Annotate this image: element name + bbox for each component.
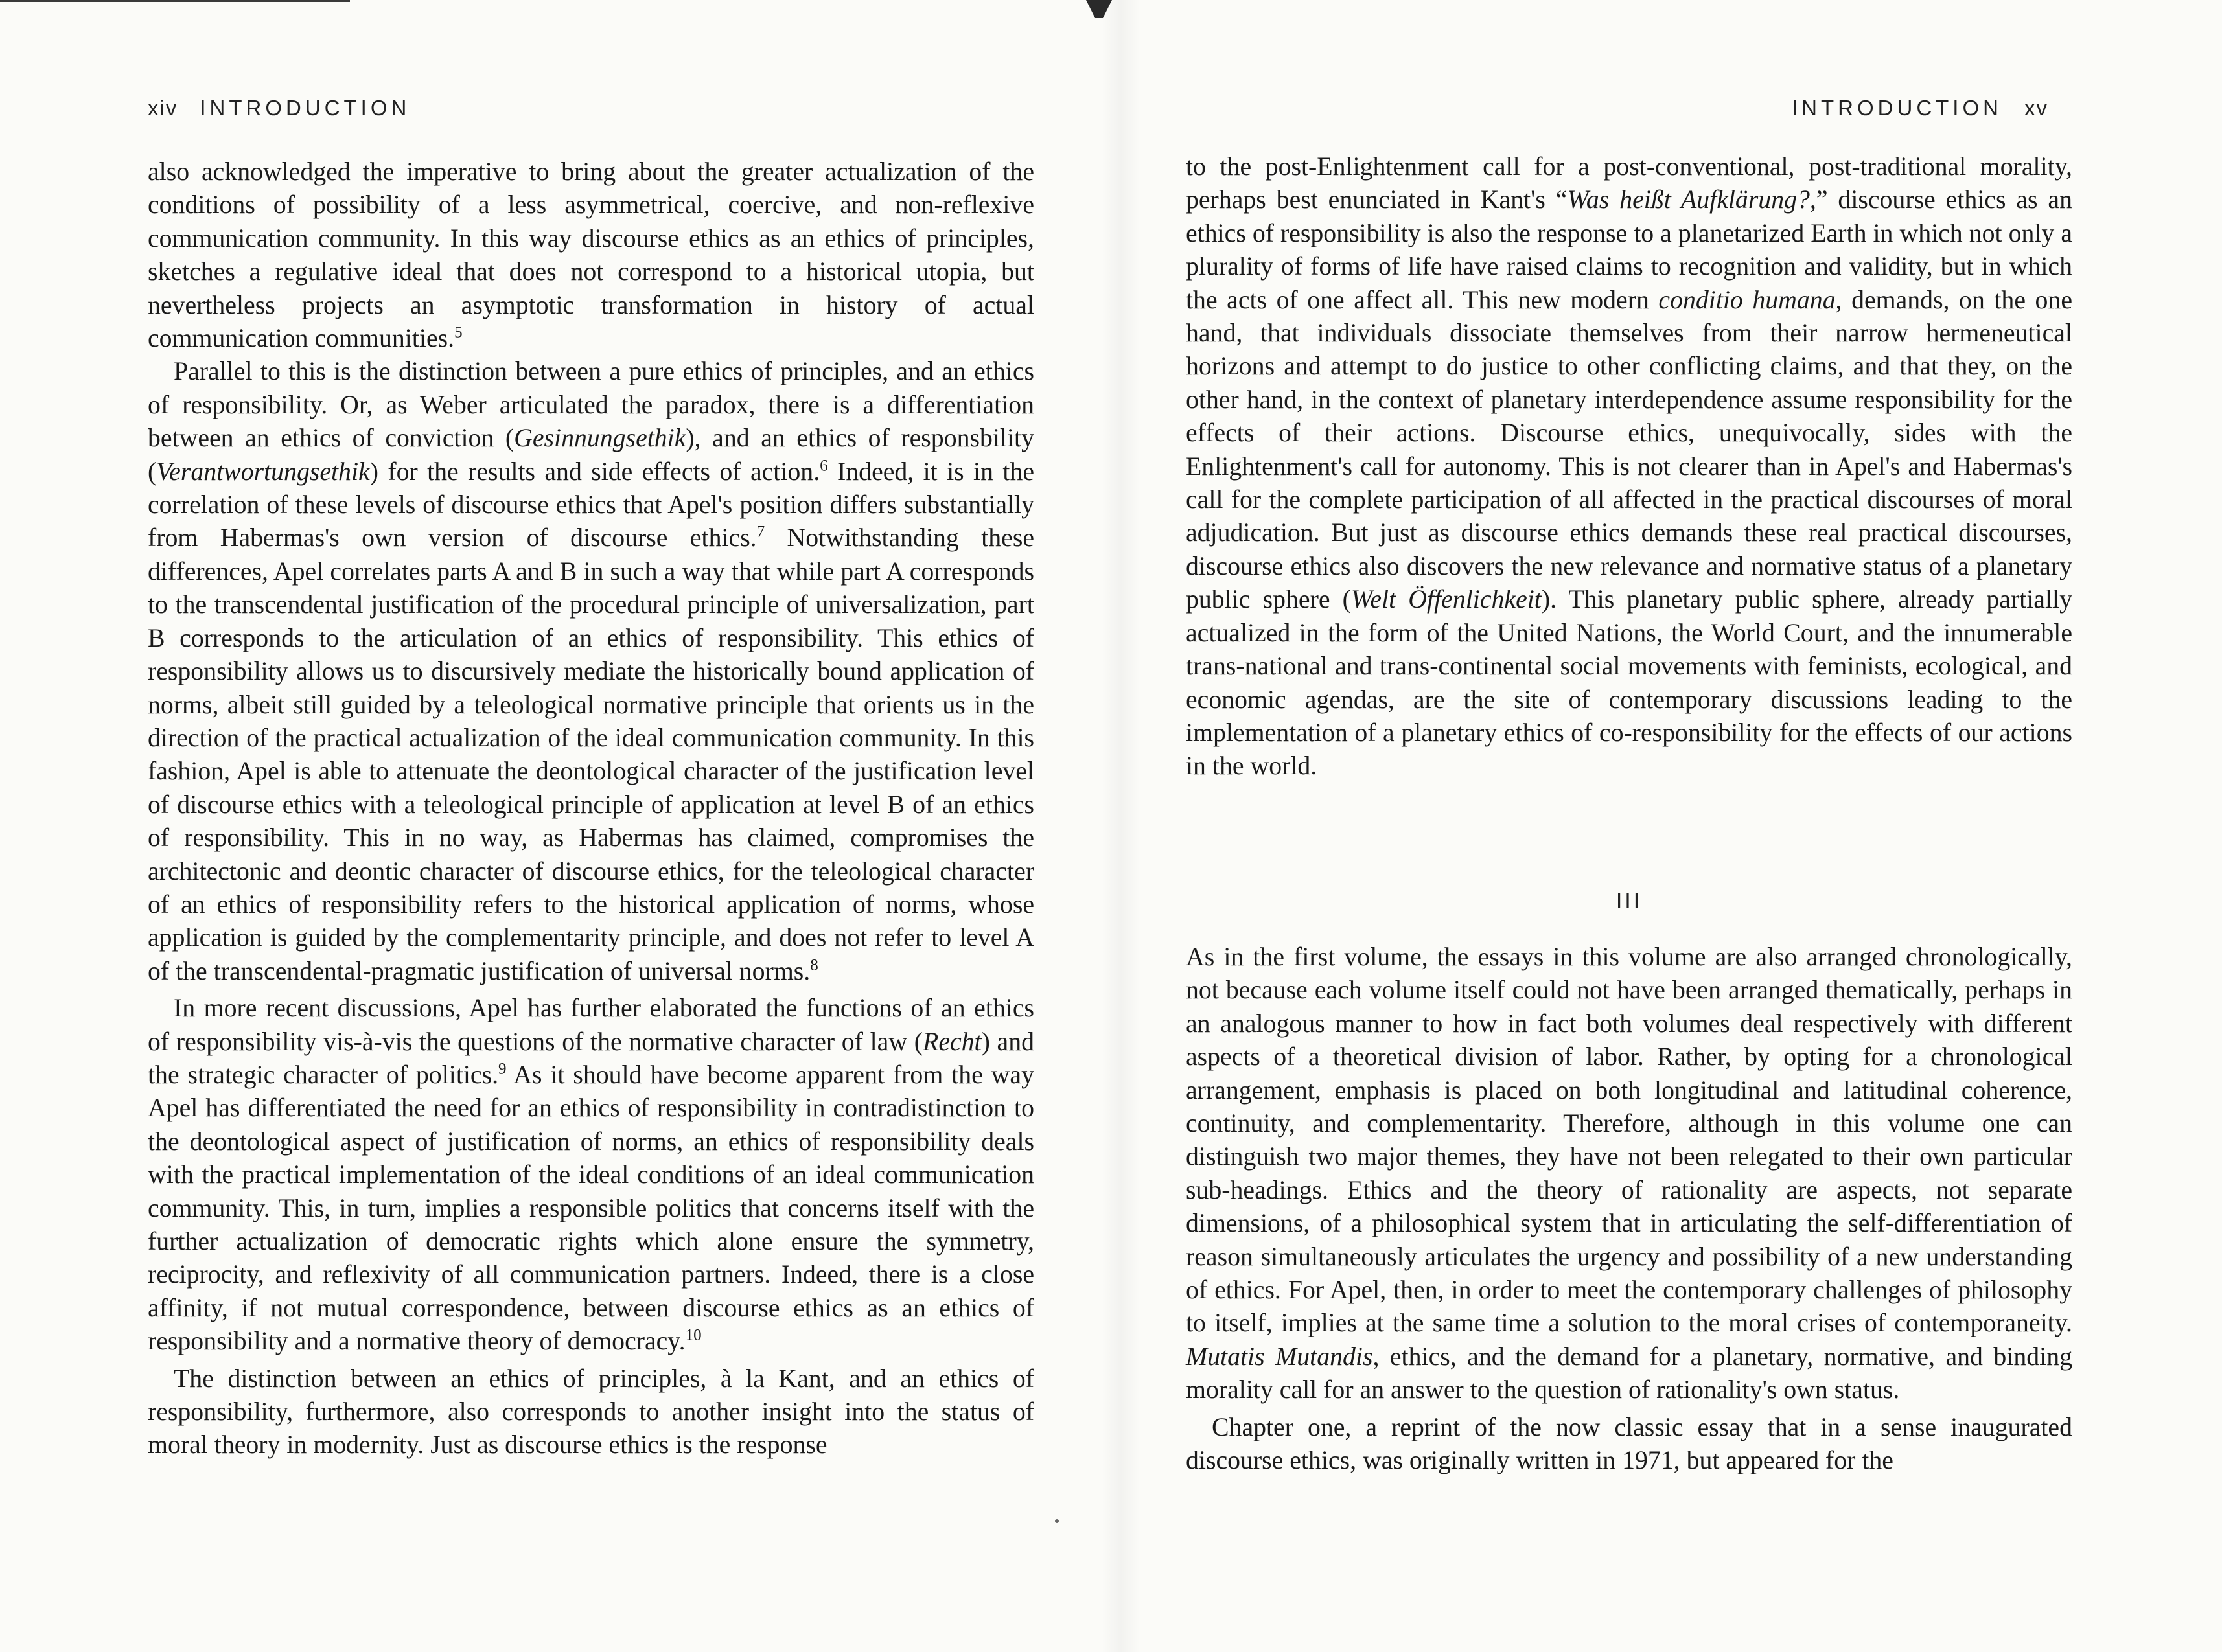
right-page-body-bottom — [1186, 941, 2072, 1478]
right-running-head — [1792, 96, 2048, 120]
footnote-ref-8: 8 — [810, 956, 818, 974]
right-page-body-top — [1186, 150, 2072, 783]
left-running-head — [148, 96, 410, 120]
footnote-ref-10: 10 — [685, 1326, 702, 1344]
footnote-ref-5: 5 — [454, 323, 463, 341]
term-gesinnungsethik: Gesinnungsethik — [514, 424, 686, 453]
left-paragraph-4: The distinction between an ethics of principles, à la Kant, and an ethics of responsibility, furthermore, also corresponds to another insight into the status of moral theory in modernity. Just as discourse ethics is the response — [148, 1364, 1034, 1460]
term-conditio-humana: conditio humana — [1658, 285, 1836, 314]
term-welt-oeffenlichkeit: Welt Öffenlichkeit — [1350, 585, 1542, 614]
footnote-ref-9: 9 — [498, 1060, 507, 1078]
right-folio: xv — [2024, 96, 2048, 120]
term-mutatis-mutandis: Mutatis Mutandis — [1186, 1342, 1373, 1371]
right-paragraph-3: Chapter one, a reprint of the now classic essay that in a sense inaugurated discourse ethics, was originally written in 1971, but appeared for the — [1186, 1412, 2072, 1475]
scan-edge-rule — [0, 0, 350, 2]
section-numeral-iii: III — [1615, 889, 1643, 913]
left-paragraph-2: Parallel to this is the distinction between a pure ethics of principles, and an ethics of responsibility. Or, as Weber articulated the paradox, there is a differentiation between an ethics of conviction (Gesinnungsethik), and an ethics of responsbility (Verantwortungsethik) for the results and side effects of action.$^6$ Indeed, it is in the correlation of these levels of discourse ethics that Apel's position differs substantially from Habermas's own version of discourse ethics.$^7$ Notwithstanding these differences, Apel correlates parts A and B in such a way that while part A corresponds to the transcendental justification of the procedural principle of universalization, part B corresponds to the articulation of an ethics of responsibility. This ethics of responsibility allows us to discursively mediate the historically bound application of norms, albeit still guided by a teleological normative principle that orients us in the direction of the practical actualization of the ideal communication community. In this fashion, Apel is able to attenuate the deontological character of the justification level of discourse ethics with a teleological principle of application at level B of an ethics of responsibility. This in no way, as Habermas has claimed, compromises the architectonic and deontic character of discourse ethics, for the teleological character of an ethics of responsibility refers to the historical application of norms, whose application is guided by the complementarity principle, and does not refer to level A of the transcendental-pragmatic justification of universal norms.$^8$ — [148, 357, 1035, 985]
term-verantwortungsethik: Verantwortungsethik — [156, 457, 370, 486]
right-running-head-title: INTRODUCTION — [1792, 96, 2002, 120]
left-paragraph-3: In more recent discussions, Apel has further elaborated the functions of an ethics of responsibility vis-à-vis the questions of the normative character of law (Recht) and the strategic character of politics.$^9$ As it should have become apparent from the way Apel has differentiated the need for an ethics of responsibility in contradistinction to the deontological aspect of justification of norms, an ethics of responsibility deals with the practical implementation of the ideal conditions of an ideal communication community. This, in turn, implies a responsible politics that concerns itself with the further actualization of democratic rights which alone ensure the symmetry, reciprocity, and reflexivity of all communication partners. Indeed, there is a close affinity, if not mutual correspondence, between discourse ethics as an ethics of responsibility and a normative theory of democracy.$^{10}$ — [148, 994, 1034, 1356]
footnote-ref-7: 7 — [756, 523, 765, 542]
right-paragraph-2: As in the first volume, the essays in this volume are also arranged chronologically, not because each volume itself could not have been arranged thematically, perhaps in an analogous manner to how in fact both volumes deal respectively with different aspects of a theoretical division of labor. Rather, by opting for a chronological arrangement, emphasis is placed on both longitudinal and latitudinal coherence, continuity, and complementarity. Therefore, although in this volume one can distinguish two major themes, they have not been relegated to their own particular sub-headings. Ethics and the theory of rationality are aspects, not separate dimensions, of a philosophical system that in articulating the self-differentiation of reason simultaneously articulates the urgency and possibility of a new understanding of ethics. For Apel, then, in order to meet the contemporary challenges of philosophy to itself, implies at the same time a solution to the moral crises of contemporaneity. Mutatis Mutandis, ethics, and the demand for a planetary, normative, and binding morality call for an answer to the question of rationality's own status. — [1186, 943, 2072, 1405]
scan-speck — [1055, 1519, 1059, 1523]
title-was-heisst-aufklaerung: Was heißt Aufklärung? — [1567, 185, 1810, 214]
right-paragraph-1: to the post-Enlightenment call for a post-conventional, post-traditional morality, perhaps best enunciated in Kant's “Was heißt Aufklärung?,” discourse ethics as an ethics of responsibility is also the response to a planetarized Earth in which not only a plurality of forms of life have raised claims to recognition and validity, but in which the acts of one affect all. This new modern conditio humana, demands, on the one hand, that individuals dissociate themselves from their narrow hermeneutical horizons and attempt to do justice to other conflicting claims, and that they, on the other hand, in the context of planetary interdependence assume responsibility for the effects of their actions. Discourse ethics, unequivocally, sides with the Enlightenment's call for autonomy. This is not clearer than in Apel's and Habermas's call for the complete participation of all affected in the practical discourses of moral adjudication. But just as discourse ethics demands these real practical discourses, discourse ethics also discovers the new relevance and normative status of a planetary public sphere (Welt Öffenlichkeit). This planetary public sphere, already partially actualized in the form of the United Nations, the World Court, and the innumerable trans-national and trans-continental social movements with feminists, ecological, and economic agendas, are the site of contemporary discussions leading to the implementation of a planetary ethics of co-responsibility for the effects of our actions in the world. — [1186, 152, 2072, 781]
left-folio: xiv — [148, 96, 178, 120]
footnote-ref-6: 6 — [820, 457, 828, 475]
left-page-body — [148, 155, 1034, 1462]
left-running-head-title: INTRODUCTION — [200, 96, 411, 120]
term-recht: Recht — [923, 1027, 982, 1056]
left-paragraph-1: also acknowledged the imperative to bring about the greater actualization of the conditions of possibility of a less asymmetrical, coercive, and non-reflexive communication community. In this way discourse ethics as an ethics of principles, sketches a regulative ideal that does not correspond to a historical utopia, but nevertheless projects an asymptotic transformation in history of actual communication communities.$^5$ — [148, 157, 1034, 353]
spine-shadow — [1102, 0, 1140, 1652]
